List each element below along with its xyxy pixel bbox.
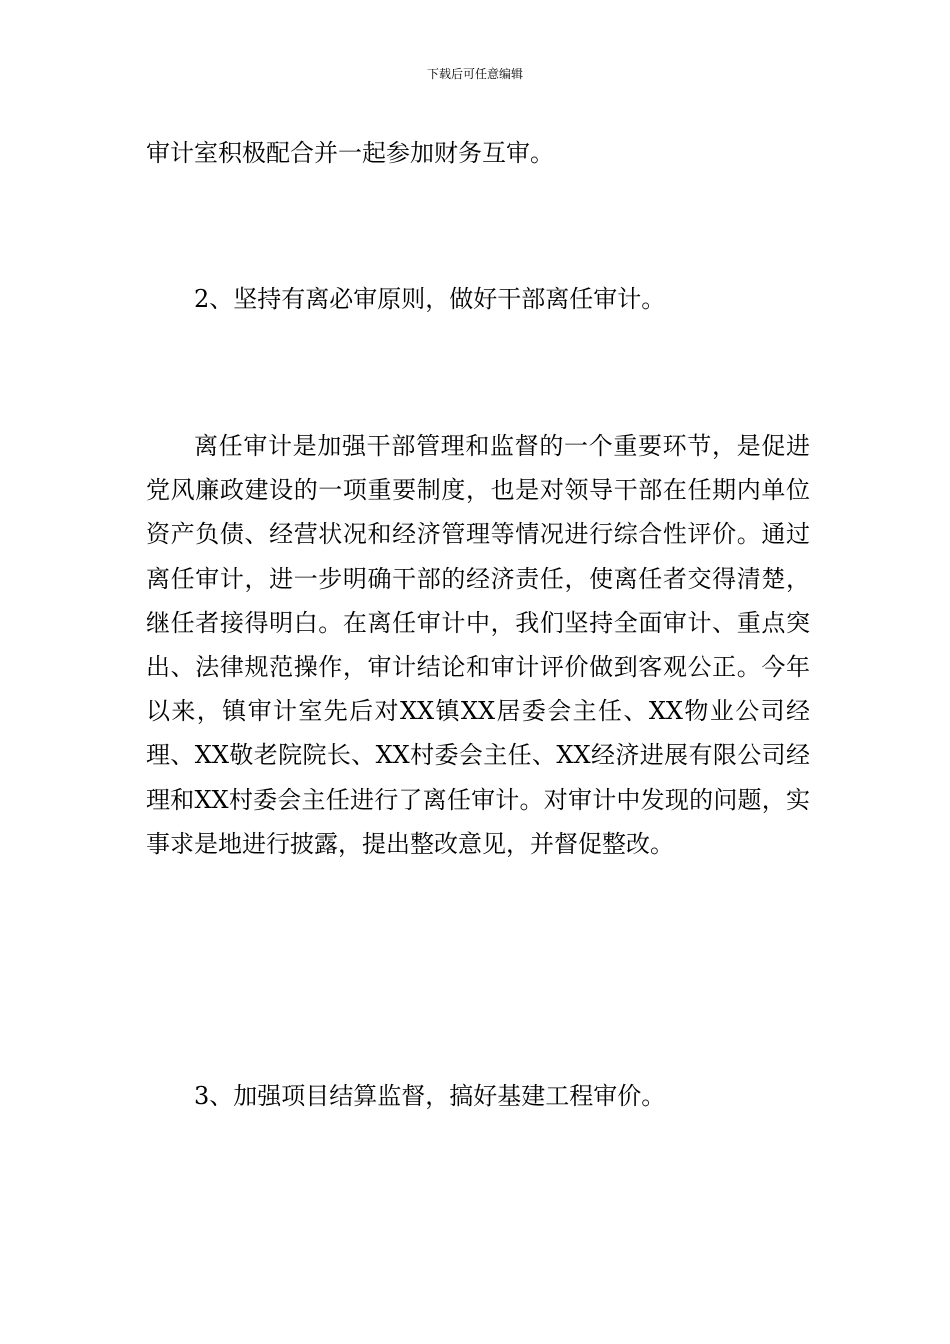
section-heading-2: 2、坚持有离必审原则，做好干部离任审计。 — [194, 285, 666, 313]
continuation-line: 审计室积极配合并一起参加财务互审。 — [146, 139, 554, 167]
section-heading-3: 3、加强项目结算监督，搞好基建工程审价。 — [194, 1082, 666, 1110]
page-header-note: 下载后可任意编辑 — [426, 67, 523, 81]
section-paragraph-2: 离任审计是加强干部管理和监督的一个重要环节，是促进党风廉政建设的一项重要制度，也是对领导干部在任期内单位资产负债、经营状况和经济管理等情况进行综合性评价。通过离任审计，进一步明确干部的经济责任，使离任者交得清楚，继任者接得明白。在离任审计中，我们坚持全面审计、重点突出、法律规范操作，审计结论和审计评价做到客观公正。今年以来，镇审计室先后对XX镇XX居委会主任、XX物业公司经理、XX敬老院院长、XX村委会主任、XX经济进展有限公司经理和XX村委会主任进行了离任审计。对审计中发现的问题，实事求是地进行披露，提出整改意见，并督促整改。 — [146, 432, 810, 858]
